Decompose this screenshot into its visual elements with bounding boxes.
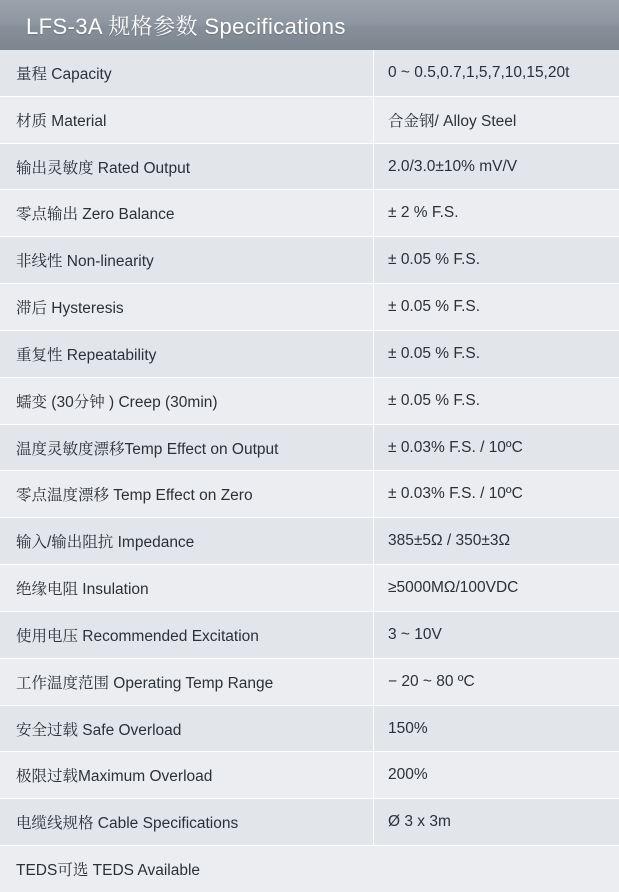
spec-label: 量程 Capacity bbox=[0, 50, 374, 96]
spec-label: 输入/输出阻抗 Impedance bbox=[0, 518, 374, 564]
spec-value: ± 0.05 % F.S. bbox=[388, 391, 481, 409]
page-title: LFS-3A 规格参数 Specifications bbox=[26, 13, 346, 39]
spec-value: 150% bbox=[388, 719, 428, 737]
spec-value: ≥5000MΩ/100VDC bbox=[388, 579, 519, 597]
spec-value: 0 ~ 0.5,0.7,1,5,7,10,15,20t bbox=[388, 63, 570, 81]
table-row bbox=[0, 612, 619, 659]
table-row bbox=[0, 471, 619, 518]
table-row bbox=[0, 237, 619, 284]
table-row bbox=[0, 706, 619, 753]
spec-value: 3 ~ 10V bbox=[388, 625, 442, 643]
table-row bbox=[0, 518, 619, 565]
table-row bbox=[0, 565, 619, 612]
spec-value: ± 0.05 % F.S. bbox=[388, 344, 481, 362]
spec-value: ± 2 % F.S. bbox=[388, 204, 459, 222]
table-row bbox=[0, 190, 619, 237]
table-row bbox=[0, 50, 619, 97]
table-row bbox=[0, 378, 619, 425]
spec-value: 合金钢/ Alloy Steel bbox=[388, 112, 517, 130]
spec-value: 2.0/3.0±10% mV/V bbox=[388, 157, 518, 175]
spec-label: 使用电压 Recommended Excitation bbox=[0, 612, 374, 658]
table-row bbox=[0, 799, 619, 846]
table-row bbox=[0, 331, 619, 378]
spec-label: 绝缘电阻 Insulation bbox=[0, 565, 374, 611]
table-row bbox=[0, 144, 619, 191]
table-row bbox=[0, 752, 619, 799]
spec-value: 385±5Ω / 350±3Ω bbox=[388, 532, 511, 550]
table-row bbox=[0, 659, 619, 706]
table-row bbox=[0, 425, 619, 472]
spec-value: ± 0.05 % F.S. bbox=[388, 298, 481, 316]
spec-label: 安全过载 Safe Overload bbox=[0, 706, 374, 752]
spec-label: 重复性 Repeatability bbox=[0, 331, 374, 377]
spec-value: ± 0.03% F.S. / 10ºC bbox=[388, 438, 523, 456]
table-row bbox=[0, 284, 619, 331]
spec-label: 零点温度漂移 Temp Effect on Zero bbox=[0, 471, 374, 517]
table-row bbox=[0, 846, 619, 892]
spec-label: 非线性 Non-linearity bbox=[0, 237, 374, 283]
spec-label: 滞后 Hysteresis bbox=[0, 284, 374, 330]
spec-label: TEDS可选 TEDS Available bbox=[16, 861, 201, 879]
spec-value: Ø 3 x 3m bbox=[388, 813, 451, 831]
spec-value: 200% bbox=[388, 766, 428, 784]
spec-value: ± 0.05 % F.S. bbox=[388, 251, 481, 269]
spec-label: 电缆线规格 Cable Specifications bbox=[0, 799, 374, 845]
spec-label: 蠕变 (30分钟 ) Creep (30min) bbox=[0, 378, 374, 424]
spec-value: ± 0.03% F.S. / 10ºC bbox=[388, 485, 523, 503]
spec-label: 极限过载Maximum Overload bbox=[0, 752, 374, 798]
spec-value: − 20 ~ 80 ºC bbox=[388, 672, 475, 690]
specifications-table bbox=[0, 50, 619, 892]
spec-label: 工作温度范围 Operating Temp Range bbox=[0, 659, 374, 705]
spec-label: 材质 Material bbox=[0, 97, 374, 143]
table-row bbox=[0, 97, 619, 144]
sheet-header bbox=[0, 0, 619, 50]
spec-label: 输出灵敏度 Rated Output bbox=[0, 144, 374, 190]
spec-label: 零点输出 Zero Balance bbox=[0, 190, 374, 236]
spec-label: 温度灵敏度漂移Temp Effect on Output bbox=[0, 425, 374, 471]
